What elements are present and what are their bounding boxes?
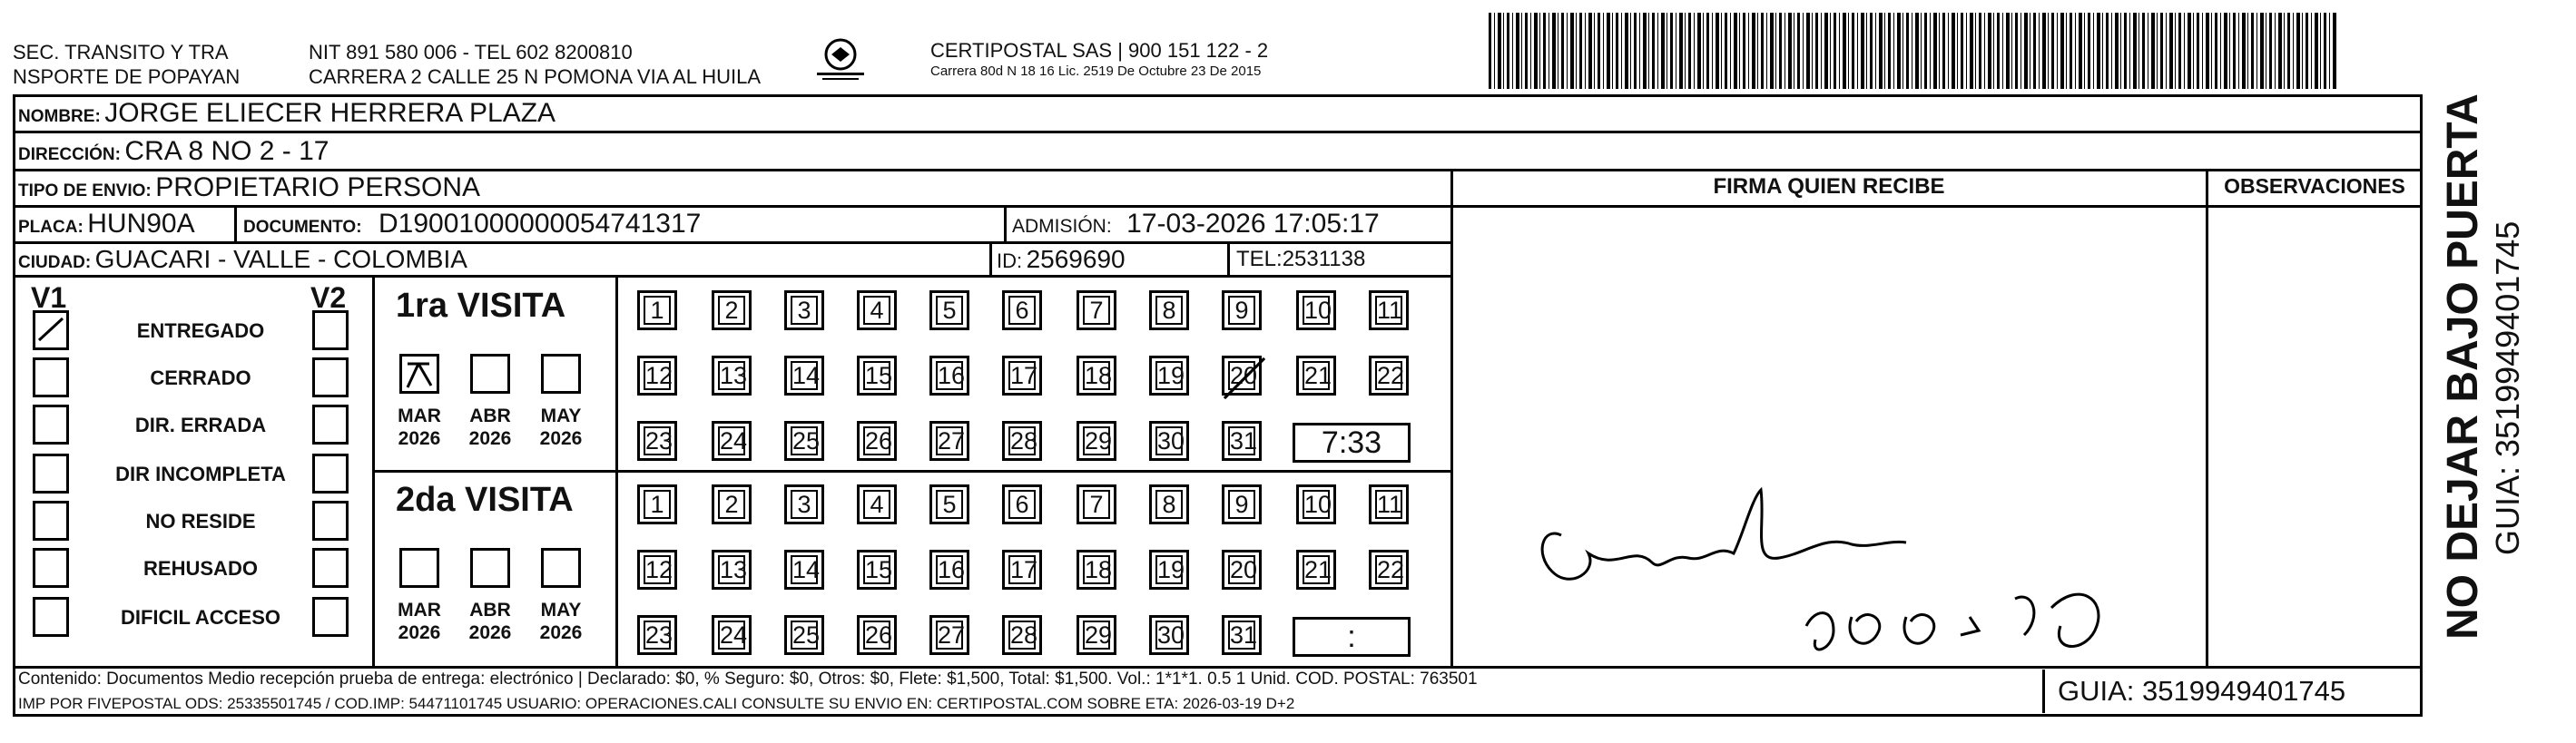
id-value: 2569690	[1026, 245, 1126, 273]
month-name: MAY	[540, 406, 582, 426]
month-year: 2026	[468, 428, 512, 449]
day-number: 1	[644, 490, 671, 519]
month-label	[461, 599, 519, 644]
day-checkbox[interactable]	[1222, 484, 1262, 524]
month-name: ABR	[469, 600, 511, 621]
cell-divider	[1004, 205, 1007, 243]
cell-divider	[234, 205, 237, 243]
day-number: 13	[720, 362, 748, 389]
day-number: 20	[1230, 556, 1258, 583]
tel-label: TEL:	[1236, 247, 1283, 271]
strike-mark-icon	[1219, 353, 1270, 404]
month-checkbox[interactable]	[470, 354, 510, 394]
month-label	[532, 599, 590, 644]
day-checkbox[interactable]	[1296, 290, 1336, 330]
agency-line-1: SEC. TRANSITO Y TRA	[13, 41, 229, 64]
signature-left-border	[1450, 169, 1453, 666]
day-number: 13	[720, 556, 748, 583]
day-number: 22	[1377, 556, 1405, 583]
day-number: 16	[938, 556, 966, 583]
day-number: 23	[645, 427, 673, 455]
day-number: 4	[863, 296, 890, 325]
day-number: 30	[1157, 427, 1185, 455]
day-number: 23	[645, 621, 673, 649]
day-checkbox[interactable]	[1149, 356, 1189, 396]
day-checkbox[interactable]	[1077, 550, 1116, 590]
status-label: DIR. ERRADA	[134, 414, 267, 436]
day-number: 31	[1230, 621, 1258, 649]
month-checkbox[interactable]	[470, 548, 510, 588]
day-number: 26	[865, 427, 893, 455]
status-label: ENTREGADO	[136, 319, 265, 342]
row-divider	[13, 169, 2423, 171]
day-number: 27	[938, 427, 966, 455]
city-cell	[18, 245, 467, 274]
signature-header: FIRMA QUIEN RECIBE	[1713, 174, 1945, 199]
day-number: 12	[645, 362, 673, 389]
document-cell	[243, 209, 701, 240]
month-year: 2026	[539, 622, 583, 643]
status-label: DIFICIL ACCESO	[120, 606, 280, 629]
shipment-type-label: TIPO DE ENVIO:	[18, 181, 152, 200]
id-cell	[997, 245, 1126, 274]
city-value: GUACARI - VALLE - COLOMBIA	[94, 245, 467, 273]
day-checkbox[interactable]	[1222, 421, 1262, 461]
day-number: 15	[865, 556, 893, 583]
day-number: 21	[1304, 362, 1332, 389]
company-sub: Carrera 80d N 18 16 Lic. 2519 De Octubre 23 De 2015	[930, 64, 1262, 79]
day-checkbox[interactable]	[1002, 615, 1042, 655]
guia-box	[2042, 670, 2420, 713]
name-row	[18, 98, 556, 129]
v1-header: V1	[31, 281, 67, 314]
month-name: MAY	[540, 600, 582, 621]
plate-value: HUN90A	[87, 209, 195, 239]
day-checkbox[interactable]	[712, 550, 752, 590]
day-number: 4	[863, 490, 890, 519]
day-number: 9	[1228, 490, 1255, 519]
day-checkbox[interactable]	[1149, 290, 1189, 330]
day-checkbox[interactable]	[1369, 550, 1409, 590]
day-number: 27	[938, 621, 966, 649]
day-number: 25	[792, 427, 821, 455]
plate-label: PLACA:	[18, 218, 84, 237]
column-header-divider	[1451, 205, 2423, 208]
status-v1-checkbox[interactable]	[33, 405, 69, 445]
day-checkbox[interactable]	[929, 615, 969, 655]
day-checkbox[interactable]	[637, 550, 677, 590]
day-checkbox[interactable]	[1369, 290, 1409, 330]
day-number: 6	[1008, 296, 1036, 325]
day-number: 10	[1304, 491, 1332, 518]
day-checkbox[interactable]	[637, 615, 677, 655]
day-number: 21	[1304, 556, 1332, 583]
day-checkbox[interactable]	[929, 356, 969, 396]
address-row	[18, 136, 329, 167]
month-name: MAR	[398, 600, 441, 621]
day-number: 19	[1157, 556, 1185, 583]
day-checkbox[interactable]	[1222, 356, 1262, 396]
day-checkbox[interactable]	[857, 550, 897, 590]
address-line: CARRERA 2 CALLE 25 N POMONA VIA AL HUILA	[309, 65, 762, 88]
day-checkbox[interactable]	[1296, 484, 1336, 524]
day-checkbox[interactable]	[784, 290, 824, 330]
day-checkbox[interactable]	[1077, 290, 1116, 330]
day-number: 11	[1377, 491, 1403, 518]
day-number: 8	[1155, 490, 1183, 519]
day-checkbox[interactable]	[712, 484, 752, 524]
agency-line-2: NSPORTE DE POPAYAN	[13, 65, 241, 88]
status-v1-checkbox[interactable]	[33, 501, 69, 541]
day-checkbox[interactable]	[784, 550, 824, 590]
agency-name	[13, 40, 240, 89]
day-number: 28	[1010, 621, 1038, 649]
content-line: Contenido: Documentos Medio recepción prueba de entrega: electrónico | Declarado: $0, % Seguro: $0, Otros: $0, Flete: $1,500, Total: $1,500. Vol.: 1*1*1. 0.5 1 Unid. COD. POSTAL: 763501	[18, 670, 1478, 689]
document-label: DOCUMENTO:	[243, 218, 362, 237]
agency-contact	[309, 40, 761, 89]
company-info	[930, 38, 1268, 81]
observations-left-border	[2206, 169, 2208, 666]
document-value: D19001000000054741317	[379, 209, 702, 239]
day-checkbox[interactable]	[784, 421, 824, 461]
status-v1-checkbox[interactable]	[33, 597, 69, 637]
day-number: 12	[645, 556, 673, 583]
day-checkbox[interactable]	[637, 290, 677, 330]
visit-title: 2da VISITA	[396, 481, 574, 519]
month-label	[390, 599, 448, 644]
day-number: 19	[1157, 362, 1185, 389]
admission-label: ADMISIÓN:	[1012, 216, 1112, 237]
status-label: NO RESIDE	[145, 510, 256, 533]
name-value: JORGE ELIECER HERRERA PLAZA	[104, 98, 556, 128]
day-checkbox[interactable]	[1002, 290, 1042, 330]
day-checkbox[interactable]	[1077, 615, 1116, 655]
day-checkbox[interactable]	[637, 421, 677, 461]
day-checkbox[interactable]	[784, 356, 824, 396]
day-checkbox[interactable]	[1369, 356, 1409, 396]
day-checkbox[interactable]	[1222, 615, 1262, 655]
day-number: 18	[1085, 556, 1113, 583]
day-number: 8	[1155, 296, 1183, 325]
day-number: 24	[720, 621, 748, 649]
recipient-signature	[1507, 472, 2197, 671]
day-number: 25	[792, 621, 821, 649]
print-info-line: IMP POR FIVEPOSTAL ODS: 25335501745 / COD.IMP: 54471101745 USUARIO: OPERACIONES.CALI CONSULTE SU ENVIO EN: CERTIPOSTAL.COM SOBRE ETA: 2026-03-19 D+2	[18, 695, 1295, 712]
day-number: 29	[1085, 427, 1113, 455]
day-number: 30	[1157, 621, 1185, 649]
id-label: ID:	[997, 249, 1023, 272]
day-checkbox[interactable]	[1002, 484, 1042, 524]
status-v1-checkbox[interactable]	[33, 454, 69, 494]
side-guia: GUIA: 3519949401745	[2489, 220, 2526, 555]
month-name: ABR	[469, 406, 511, 426]
day-checkbox[interactable]	[712, 356, 752, 396]
day-number: 31	[1230, 427, 1258, 455]
day-checkbox[interactable]	[1222, 290, 1262, 330]
day-checkbox[interactable]	[1149, 615, 1189, 655]
do-not-leave-warning: NO DEJAR BAJO PUERTA	[2439, 93, 2487, 640]
month-checkbox[interactable]	[399, 354, 439, 394]
row-divider	[13, 275, 1451, 278]
day-checkbox[interactable]	[712, 421, 752, 461]
check-icon	[35, 313, 66, 347]
visit-row-divider	[372, 470, 1450, 473]
day-checkbox[interactable]	[1077, 484, 1116, 524]
tel-cell	[1236, 247, 1365, 272]
day-number: 28	[1010, 427, 1038, 455]
admission-value: 17-03-2026 17:05:17	[1126, 209, 1380, 239]
day-checkbox[interactable]	[1002, 421, 1042, 461]
day-checkbox[interactable]	[1077, 356, 1116, 396]
day-number: 2	[718, 490, 745, 519]
certipostal-logo	[813, 36, 868, 87]
day-checkbox[interactable]	[784, 615, 824, 655]
day-number: 5	[936, 296, 963, 325]
day-number: 7	[1083, 490, 1110, 519]
day-checkbox[interactable]	[1149, 484, 1189, 524]
month-year: 2026	[468, 622, 512, 643]
status-v1-checkbox[interactable]	[33, 548, 69, 588]
day-number: 26	[865, 621, 893, 649]
day-number: 20	[1230, 362, 1258, 389]
address-value: CRA 8 NO 2 - 17	[124, 136, 329, 166]
hour-field[interactable]: 7:33	[1293, 423, 1411, 463]
month-label	[532, 405, 590, 450]
day-number: 22	[1377, 362, 1405, 389]
company-line: CERTIPOSTAL SAS | 900 151 122 - 2	[930, 39, 1269, 62]
day-number: 3	[791, 490, 818, 519]
month-label	[461, 405, 519, 450]
day-checkbox[interactable]	[929, 421, 969, 461]
row-divider	[13, 241, 1451, 244]
month-year: 2026	[539, 428, 583, 449]
tel-value: 2531138	[1282, 247, 1366, 271]
day-checkbox[interactable]	[929, 550, 969, 590]
day-checkbox[interactable]	[1077, 421, 1116, 461]
day-checkbox[interactable]	[929, 484, 969, 524]
shipment-type-value: PROPIETARIO PERSONA	[155, 172, 481, 202]
day-checkbox[interactable]	[857, 484, 897, 524]
hour-field[interactable]: :	[1293, 617, 1411, 657]
cell-divider	[989, 241, 992, 276]
day-checkbox[interactable]	[1222, 550, 1262, 590]
month-checkbox[interactable]	[541, 548, 581, 588]
month-year: 2026	[398, 428, 441, 449]
city-label: CIUDAD:	[18, 253, 92, 272]
day-number: 6	[1008, 490, 1036, 519]
day-number: 29	[1085, 621, 1113, 649]
day-checkbox[interactable]	[1296, 356, 1336, 396]
day-checkbox[interactable]	[857, 356, 897, 396]
day-number: 17	[1010, 556, 1038, 583]
day-number: 1	[644, 296, 671, 325]
status-v1-checkbox[interactable]	[33, 310, 69, 350]
day-checkbox[interactable]	[1002, 356, 1042, 396]
day-checkbox[interactable]	[929, 290, 969, 330]
day-checkbox[interactable]	[857, 290, 897, 330]
nit-line: NIT 891 580 006 - TEL 602 8200810	[309, 41, 633, 64]
day-number: 14	[792, 556, 821, 583]
day-number: 18	[1085, 362, 1113, 389]
day-number: 11	[1377, 297, 1403, 324]
plate-cell	[18, 209, 195, 240]
day-number: 7	[1083, 296, 1110, 325]
day-checkbox[interactable]	[1369, 484, 1409, 524]
month-checkbox[interactable]	[541, 354, 581, 394]
day-number: 14	[792, 362, 821, 389]
check-icon	[402, 357, 437, 391]
day-checkbox[interactable]	[637, 356, 677, 396]
day-checkbox[interactable]	[1002, 550, 1042, 590]
day-checkbox[interactable]	[857, 615, 897, 655]
status-label: DIR INCOMPLETA	[115, 463, 286, 485]
observations-header: OBSERVACIONES	[2224, 174, 2405, 198]
guia-box-text: GUIA: 3519949401745	[2058, 675, 2346, 707]
status-v1-checkbox[interactable]	[33, 357, 69, 397]
day-checkbox[interactable]	[1149, 550, 1189, 590]
status-label: CERRADO	[150, 367, 251, 389]
day-number: 9	[1228, 296, 1255, 325]
shipment-type-row	[18, 172, 480, 203]
month-name: MAR	[398, 406, 441, 426]
day-checkbox[interactable]	[1149, 421, 1189, 461]
day-number: 5	[936, 490, 963, 519]
name-label: NOMBRE:	[18, 107, 101, 126]
day-number: 10	[1304, 297, 1332, 324]
month-year: 2026	[398, 622, 441, 643]
day-number: 17	[1010, 362, 1038, 389]
month-checkbox[interactable]	[399, 548, 439, 588]
day-number: 15	[865, 362, 893, 389]
day-number: 3	[791, 296, 818, 325]
day-number: 24	[720, 427, 748, 455]
row-divider	[13, 205, 1451, 208]
day-checkbox[interactable]	[637, 484, 677, 524]
day-checkbox[interactable]	[712, 615, 752, 655]
day-checkbox[interactable]	[784, 484, 824, 524]
row-divider	[13, 131, 2423, 133]
visit-title: 1ra VISITA	[396, 287, 566, 325]
cell-divider	[1227, 241, 1230, 276]
month-label	[390, 405, 448, 450]
status-label: REHUSADO	[143, 557, 258, 580]
day-checkbox[interactable]	[1296, 550, 1336, 590]
day-number: 2	[718, 296, 745, 325]
day-number: 16	[938, 362, 966, 389]
day-checkbox[interactable]	[712, 290, 752, 330]
barcode	[1489, 13, 2337, 89]
day-checkbox[interactable]	[857, 421, 897, 461]
admission-cell	[1012, 209, 1380, 240]
address-label: DIRECCIÓN:	[18, 145, 121, 164]
v2-header: V2	[310, 281, 347, 314]
